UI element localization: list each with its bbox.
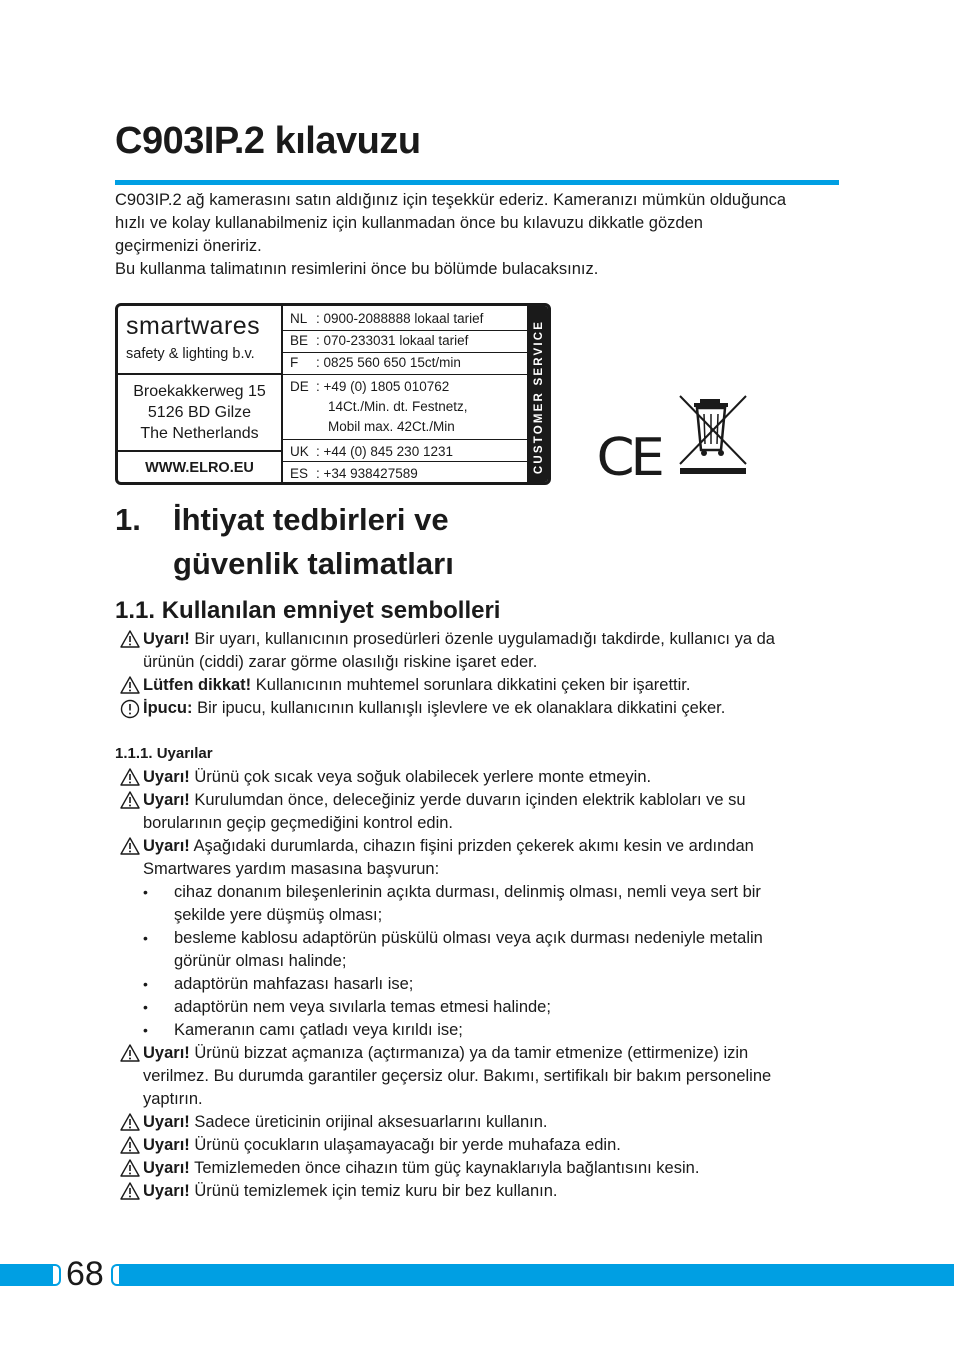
phone-row	[283, 375, 527, 440]
warning-icon	[120, 1136, 140, 1159]
warning-label: Uyarı!	[143, 1159, 190, 1177]
warning-icon	[120, 1159, 140, 1182]
bullet-text-line: Kameranın camı çatladı veya kırıldı ise;	[174, 1021, 463, 1039]
warning-label: Uyarı!	[143, 1182, 190, 1200]
warning-icon	[120, 1044, 140, 1067]
warning-label: İpucu:	[143, 699, 193, 717]
phone-text: : 0825 560 650 15ct/min	[316, 355, 461, 370]
address-line: Broekakkerweg 15	[133, 383, 266, 400]
warning-text-line	[143, 1088, 203, 1111]
weee-bin-icon	[676, 394, 750, 476]
page-title: C903IP.2 kılavuzu	[115, 120, 421, 162]
intro-line: C903IP.2 ağ kamerasını satın aldığınız için teşekkür ederiz. Kameranızı mümkün olduğunca	[115, 191, 787, 209]
warning-text-line	[143, 674, 690, 697]
intro-line: geçirmenizi öneririz.	[115, 237, 262, 255]
warning-text: Sadece üreticinin orijinal aksesuarlarını kullanın.	[189, 1113, 548, 1131]
phone-row	[283, 331, 527, 353]
warning-text-line	[143, 812, 453, 835]
country-code: DE	[290, 379, 309, 394]
footer-bracket	[111, 1264, 119, 1286]
brand-name: smartwares	[126, 312, 261, 340]
bullet-icon: •	[143, 976, 148, 992]
ce-mark-icon: CE	[596, 428, 661, 488]
country-code: NL	[290, 311, 308, 326]
address-line: The Netherlands	[140, 425, 259, 442]
warning-text: Ürünü çok sıcak veya soğuk olabilecek yerlere monte etmeyin.	[189, 768, 652, 786]
phone-text: : +49 (0) 1805 010762	[316, 379, 450, 394]
country-code: BE	[290, 333, 309, 348]
bullet-text-line: adaptörün mahfazası hasarlı ise;	[174, 975, 414, 993]
warning-text-line	[143, 1065, 771, 1088]
warning-label: Uyarı!	[143, 768, 190, 786]
country-code: F	[290, 355, 299, 370]
warning-label: Uyarı!	[143, 630, 190, 648]
phone-extra: 14Ct./Min. dt. Festnetz,	[328, 399, 468, 414]
section-title-line: İhtiyat tedbirleri ve	[173, 502, 449, 537]
bullet-text-line: besleme kablosu adaptörün püskülü olması veya açık durması nedeniyle metalin	[174, 929, 763, 947]
warning-text: Aşağıdaki durumlarda, cihazın fişini prizden çekerek akımı kesin ve ardından	[189, 837, 754, 855]
warning-label: Lütfen dikkat!	[143, 676, 252, 694]
warning-text: Smartwares yardım masasına başvurun:	[143, 860, 440, 878]
bullet-icon: •	[143, 930, 148, 946]
warning-icon	[120, 768, 140, 791]
phone-text: : 070-233031 lokaal tarief	[316, 333, 469, 348]
warning-text-line	[143, 835, 754, 858]
bullet-text-line: şekilde yere düşmüş olması;	[174, 906, 383, 924]
bullet-icon: •	[143, 999, 148, 1015]
footer-bar	[0, 1264, 53, 1286]
subsubsection-heading: 1.1.1. Uyarılar	[115, 745, 213, 762]
section-title-line: güvenlik talimatları	[173, 546, 454, 581]
warning-label: Uyarı!	[143, 1113, 190, 1131]
warning-icon	[120, 676, 140, 699]
address	[118, 381, 281, 444]
warning-icon	[120, 791, 140, 814]
warning-text: Ürünü çocukların ulaşamayacağı bir yerde muhafaza edin.	[189, 1136, 621, 1154]
warning-icon	[120, 1182, 140, 1205]
warning-text-line	[143, 697, 725, 720]
warning-text: borularının geçip geçmediğini kontrol edin.	[143, 814, 454, 832]
warning-text: Ürünü temizlemek için temiz kuru bir bez kullanın.	[189, 1182, 558, 1200]
subsection-heading: 1.1. Kullanılan emniyet sembolleri	[115, 597, 501, 624]
warning-text-line	[143, 1111, 547, 1134]
phone-row	[283, 309, 527, 331]
warning-text-line	[143, 789, 746, 812]
warning-text: Temizlemeden önce cihazın tüm güç kaynaklarıyla bağlantısını kesin.	[189, 1159, 700, 1177]
divider	[118, 373, 281, 375]
country-code: ES	[290, 466, 309, 481]
warning-label: Uyarı!	[143, 1044, 190, 1062]
bullet-text-line: cihaz donanım bileşenlerinin açıkta durması, delinmiş olması, nemli veya sert bir	[174, 883, 761, 901]
footer-bracket	[53, 1264, 61, 1286]
country-code: UK	[290, 444, 309, 459]
warning-icon	[120, 837, 140, 860]
page-number: 68	[66, 1255, 104, 1293]
website: WWW.ELRO.EU	[145, 460, 254, 476]
warning-text-line	[143, 1157, 699, 1180]
warning-text: verilmez. Bu durumda garantiler geçersiz olur. Bakımı, sertifikalı bir bakım personeline	[143, 1067, 772, 1085]
warning-icon	[120, 630, 140, 653]
warning-icon	[120, 1113, 140, 1136]
warning-text: ürünün (ciddi) zarar görme olasılığı riskine işaret eder.	[143, 653, 538, 671]
brand-subtitle: safety & lighting b.v.	[126, 346, 255, 362]
warning-text-line	[143, 766, 651, 789]
customer-service-label	[115, 303, 551, 485]
section-number: 1.	[115, 502, 141, 537]
tip-icon	[120, 699, 140, 724]
warning-text-line	[143, 628, 775, 651]
warning-text-line	[143, 858, 439, 881]
customer-service-band	[527, 306, 551, 485]
bullet-icon: •	[143, 1022, 148, 1038]
warning-text: yaptırın.	[143, 1090, 203, 1108]
warning-label: Uyarı!	[143, 837, 190, 855]
warning-text: Bir ipucu, kullanıcının kullanışlı işlevlere ve ek olanaklara dikkatini çeker.	[192, 699, 726, 717]
warning-text: Kurulumdan önce, deleceğiniz yerde duvarın içinden elektrik kabloları ve su	[189, 791, 746, 809]
warning-label: Uyarı!	[143, 1136, 190, 1154]
warning-text: Ürünü bizzat açmanıza (açtırmanıza) ya da tamir etmenize (ettirmenize) izin	[189, 1044, 749, 1062]
warning-text-line	[143, 1042, 748, 1065]
phone-text: : 0900-2088888 lokaal tarief	[316, 311, 484, 326]
customer-service-text: CUSTOMER SERVICE	[533, 319, 545, 475]
phone-row	[283, 462, 527, 484]
warning-text: Bir uyarı, kullanıcının prosedürleri özenle uygulamadığı takdirde, kullanıcı ya da	[189, 630, 775, 648]
address-line: 5126 BD Gilze	[147, 404, 252, 421]
bullet-text-line: adaptörün nem veya sıvılarla temas etmesi halinde;	[174, 998, 551, 1016]
phone-extra: Mobil max. 42Ct./Min	[328, 419, 455, 434]
phone-row	[283, 353, 527, 375]
bullet-text-line: görünür olması halinde;	[174, 952, 347, 970]
intro-line: hızlı ve kolay kullanabilmeniz için kullanmadan önce bu kılavuzu dikkatle gözden	[115, 214, 703, 232]
warning-label: Uyarı!	[143, 791, 190, 809]
warning-text-line	[143, 651, 537, 674]
warning-text: Kullanıcının muhtemel sorunlara dikkatini çeken bir işarettir.	[251, 676, 691, 694]
warning-text-line	[143, 1180, 558, 1203]
divider	[118, 450, 281, 452]
phone-row	[283, 440, 527, 462]
phone-text: : +44 (0) 845 230 1231	[316, 444, 453, 459]
warning-text-line	[143, 1134, 621, 1157]
phone-text: : +34 938427589	[316, 466, 418, 481]
bullet-icon: •	[143, 884, 148, 900]
footer-bar	[119, 1264, 954, 1286]
title-rule	[115, 180, 839, 185]
intro-line: Bu kullanma talimatının resimlerini önce bu bölümde bulacaksınız.	[115, 260, 599, 278]
